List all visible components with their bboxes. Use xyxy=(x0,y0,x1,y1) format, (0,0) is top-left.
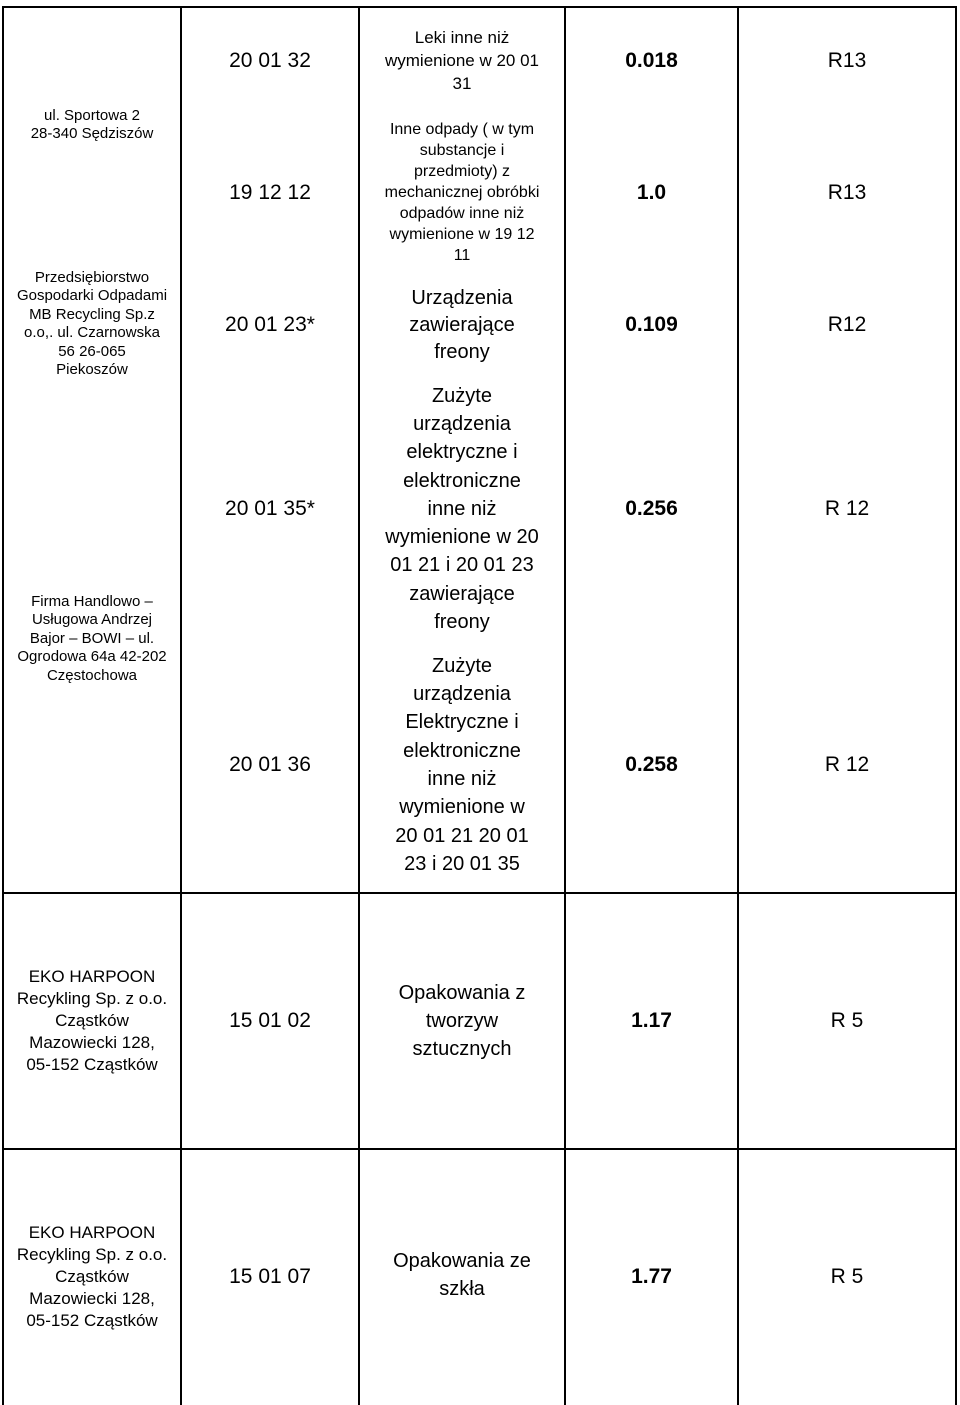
description-cell xyxy=(360,380,564,638)
company-text: Firma Handlowo – Usługowa Andrzej Bajor – BOWI – ul. Ogrodowa 64a 42-202 Częstochowa xyxy=(17,592,167,684)
description-text: Urządzenia zawierające freony xyxy=(409,286,515,363)
mass-value: 0.258 xyxy=(625,753,678,776)
waste-code: 15 01 02 xyxy=(229,1009,311,1032)
table-border-right xyxy=(955,6,957,1405)
waste-code-cell xyxy=(182,300,358,350)
waste-code-cell xyxy=(182,484,358,534)
process-code-cell xyxy=(739,1252,955,1302)
waste-code-cell xyxy=(182,740,358,790)
row-divider xyxy=(2,6,957,8)
mass-value: 0.109 xyxy=(625,313,678,336)
waste-code-cell xyxy=(182,996,358,1046)
description-text: Inne odpady ( w tym substancje i przedmioty) z mechanicznej obróbki odpadów inne niż wymienione w 19 12 11 xyxy=(384,120,540,264)
row-divider xyxy=(2,1148,957,1150)
mass-value: 1.77 xyxy=(631,1265,672,1288)
waste-code: 20 01 23* xyxy=(225,313,315,336)
company-cell xyxy=(4,588,180,690)
description-cell xyxy=(360,112,564,272)
mass-value: 1.17 xyxy=(631,1009,672,1032)
company-cell xyxy=(4,964,180,1078)
mass-cell xyxy=(566,996,737,1046)
process-code: R13 xyxy=(827,49,867,72)
waste-code: 20 01 32 xyxy=(229,49,311,72)
company-cell xyxy=(4,88,180,162)
description-cell xyxy=(360,1244,564,1306)
mass-cell xyxy=(566,484,737,534)
company-text: EKO HARPOON Recykling Sp. z o.o. Cząstków Mazowiecki 128, 05-152 Cząstków xyxy=(16,967,168,1074)
waste-code-cell xyxy=(182,36,358,86)
description-cell xyxy=(360,20,564,100)
description-text: Leki inne niż wymienione w 20 01 31 xyxy=(384,27,540,93)
waste-code: 15 01 07 xyxy=(229,1265,311,1288)
process-code: R 5 xyxy=(830,1009,864,1032)
process-code: R13 xyxy=(827,181,867,204)
table-border-left xyxy=(2,6,4,1405)
process-code-cell xyxy=(739,36,955,86)
description-cell xyxy=(360,976,564,1066)
description-cell xyxy=(360,650,564,880)
mass-cell xyxy=(566,740,737,790)
description-text: Zużyte urządzenia elektryczne i elektroniczne inne niż wymienione w 20 01 21 i 20 01 23 zawierające freony xyxy=(385,384,539,634)
process-code-cell xyxy=(739,996,955,1046)
description-text: Opakowania z tworzyw sztucznych xyxy=(398,982,526,1060)
company-cell xyxy=(4,1220,180,1334)
process-code-cell xyxy=(739,484,955,534)
process-code: R 12 xyxy=(824,497,870,520)
process-code: R12 xyxy=(827,313,867,336)
waste-code-cell xyxy=(182,1252,358,1302)
waste-code: 20 01 36 xyxy=(229,753,311,776)
description-cell xyxy=(360,278,564,372)
company-text: EKO HARPOON Recykling Sp. z o.o. Cząstków Mazowiecki 128, 05-152 Cząstków xyxy=(16,1223,168,1330)
waste-code-cell xyxy=(182,168,358,218)
process-code-cell xyxy=(739,300,955,350)
process-code: R 5 xyxy=(830,1265,864,1288)
description-text: Opakowania ze szkła xyxy=(393,1250,531,1300)
process-code-cell xyxy=(739,740,955,790)
mass-value: 0.256 xyxy=(625,497,678,520)
mass-cell xyxy=(566,300,737,350)
process-code-cell xyxy=(739,168,955,218)
waste-code: 20 01 35* xyxy=(225,497,315,520)
mass-value: 0.018 xyxy=(625,49,678,72)
process-code: R 12 xyxy=(824,753,870,776)
company-text: Przedsiębiorstwo Gospodarki Odpadami MB Recycling Sp.z o.o,. ul. Czarnowska 56 26-065 Piekoszów xyxy=(16,268,168,378)
mass-cell xyxy=(566,168,737,218)
mass-value: 1.0 xyxy=(636,181,667,204)
waste-code: 19 12 12 xyxy=(229,181,311,204)
company-text: ul. Sportowa 2 28-340 Sędziszów xyxy=(30,106,154,142)
mass-cell xyxy=(566,1252,737,1302)
description-text: Zużyte urządzenia Elektryczne i elektroniczne inne niż wymienione w 20 01 21 20 01 23 i 20 01 35 xyxy=(395,654,529,875)
company-cell xyxy=(4,262,180,386)
mass-cell xyxy=(566,36,737,86)
row-divider xyxy=(2,892,957,894)
